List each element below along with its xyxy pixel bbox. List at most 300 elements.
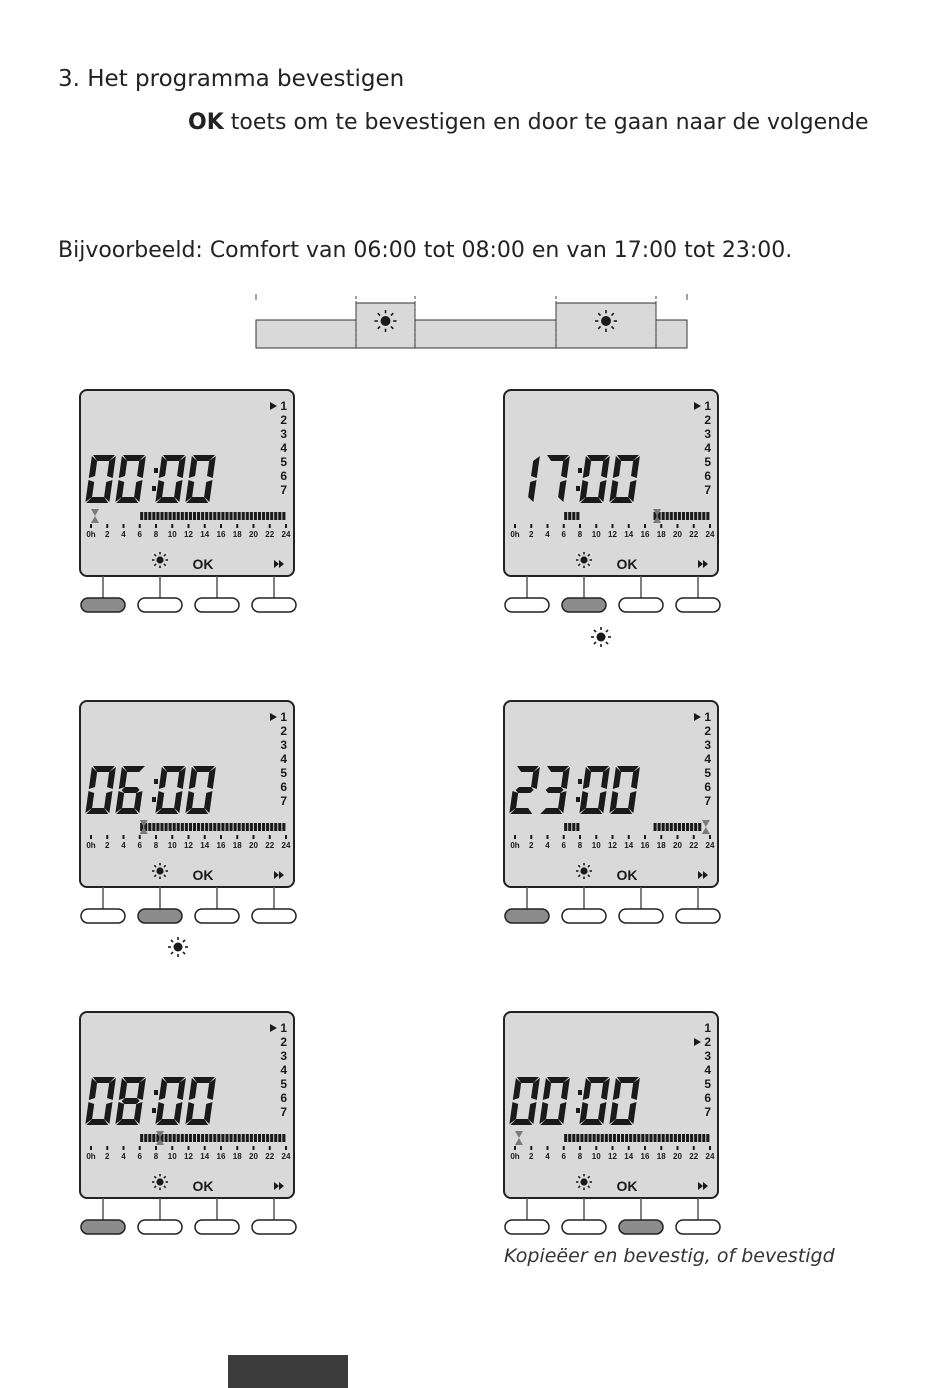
hour-tick [106, 835, 108, 839]
next-button[interactable] [676, 909, 720, 923]
hour-label: 24 [705, 1152, 715, 1161]
hour-label: 8 [153, 841, 159, 850]
comfort-block [589, 1134, 592, 1142]
lcd-frame [80, 390, 294, 576]
hour-tick [693, 524, 695, 528]
comfort-block [278, 512, 281, 520]
section-heading: 3. Het programma bevestigen [58, 66, 405, 92]
comfort-block [246, 1134, 249, 1142]
hour-label: 18 [656, 841, 666, 850]
comfort-block [238, 1134, 241, 1142]
hour-tick [171, 1146, 173, 1150]
comfort-block [613, 1134, 616, 1142]
hour-tick [644, 1146, 646, 1150]
comfort-block [221, 823, 224, 831]
thermostat-screen-1 [78, 388, 318, 638]
hour-tick [155, 1146, 157, 1150]
day-number: 5 [704, 766, 711, 780]
comfort-block [242, 823, 245, 831]
moon-button[interactable] [81, 1220, 125, 1234]
comfort-block [694, 512, 697, 520]
hour-tick [220, 1146, 222, 1150]
hour-label: 8 [577, 530, 583, 539]
hour-tick [285, 1146, 287, 1150]
day-number: 3 [704, 427, 711, 441]
thermostat-screen-3 [78, 699, 318, 949]
comfort-block [666, 823, 669, 831]
comfort-block [148, 823, 151, 831]
comfort-block [601, 1134, 604, 1142]
comfort-block [152, 512, 155, 520]
hour-tick [204, 835, 206, 839]
ok-button[interactable] [619, 909, 663, 923]
comfort-block [670, 823, 673, 831]
hour-tick [709, 524, 711, 528]
hour-label: 4 [121, 841, 126, 850]
day-number: 2 [280, 1035, 287, 1049]
lcd-frame [504, 390, 718, 576]
hour-tick [90, 835, 92, 839]
comfort-block [658, 823, 661, 831]
comfort-block [189, 512, 192, 520]
hour-label: 14 [200, 530, 210, 539]
comfort-block [250, 512, 253, 520]
day-number: 2 [280, 724, 287, 738]
comfort-block [173, 1134, 176, 1142]
step-sun-icon [166, 935, 190, 959]
hour-label: 22 [265, 1152, 275, 1161]
comfort-block [706, 512, 709, 520]
comfort-block [674, 512, 677, 520]
hour-label: 12 [608, 1152, 617, 1161]
comfort-block [682, 823, 685, 831]
lcd-frame [504, 1012, 718, 1198]
hour-label: 12 [608, 530, 617, 539]
comfort-block [156, 823, 159, 831]
comfort-block [572, 823, 575, 831]
next-button[interactable] [252, 598, 296, 612]
sun-icon [375, 310, 397, 332]
time-colon [152, 486, 156, 491]
comfort-block [217, 823, 220, 831]
hour-tick [595, 835, 597, 839]
ok-button[interactable] [619, 1220, 663, 1234]
comfort-block [576, 512, 579, 520]
hour-label: 12 [184, 1152, 193, 1161]
time-colon [152, 797, 156, 802]
hour-label: 10 [167, 841, 177, 850]
day-number: 3 [704, 1049, 711, 1063]
comfort-block [649, 1134, 652, 1142]
hour-tick [236, 835, 238, 839]
day-number: 6 [280, 469, 287, 483]
hour-label: 4 [545, 841, 550, 850]
hour-label: 20 [249, 841, 258, 850]
hour-tick [628, 524, 630, 528]
hour-tick [188, 1146, 190, 1150]
hour-label: 0h [510, 1152, 520, 1161]
hour-label: 2 [105, 841, 110, 850]
hour-label: 0h [86, 1152, 96, 1161]
day-number: 5 [280, 455, 287, 469]
hour-tick [595, 1146, 597, 1150]
hour-tick [579, 835, 581, 839]
hour-label: 10 [591, 530, 601, 539]
ok-button[interactable] [195, 1220, 239, 1234]
comfort-block [706, 1134, 709, 1142]
hour-label: 16 [216, 1152, 226, 1161]
comfort-block [189, 823, 192, 831]
comfort-block [148, 1134, 151, 1142]
comfort-block [262, 1134, 265, 1142]
day-number: 1 [280, 399, 287, 413]
comfort-block [144, 512, 147, 520]
hour-label: 0h [86, 530, 96, 539]
next-button[interactable] [676, 598, 720, 612]
hour-label: 12 [184, 841, 193, 850]
comfort-block [213, 823, 216, 831]
thermostat-screen-6 [502, 1010, 742, 1260]
hour-tick [139, 835, 141, 839]
hour-tick [188, 524, 190, 528]
hour-tick [579, 1146, 581, 1150]
hour-tick [514, 524, 516, 528]
comfort-block [682, 1134, 685, 1142]
hour-tick [155, 524, 157, 528]
hour-tick [612, 1146, 614, 1150]
hour-tick [660, 524, 662, 528]
comfort-block [278, 1134, 281, 1142]
comfort-block [690, 512, 693, 520]
hour-label: 4 [121, 530, 126, 539]
moon-icon [599, 939, 607, 955]
comfort-block [213, 512, 216, 520]
comfort-block [185, 1134, 188, 1142]
comfort-block [678, 512, 681, 520]
ok-button[interactable] [195, 909, 239, 923]
time-colon [154, 1090, 158, 1095]
time-colon [578, 468, 582, 473]
hour-label: 4 [545, 1152, 550, 1161]
comfort-block [250, 823, 253, 831]
ok-label: OK [192, 867, 214, 883]
comfort-block [246, 823, 249, 831]
hour-label: 18 [232, 841, 242, 850]
comfort-block [258, 512, 261, 520]
day-number: 1 [704, 710, 711, 724]
hour-label: 10 [167, 530, 177, 539]
comfort-block [682, 512, 685, 520]
hour-tick [677, 835, 679, 839]
comfort-block [165, 512, 168, 520]
comfort-block [152, 823, 155, 831]
comfort-block [254, 1134, 257, 1142]
hour-label: 16 [216, 530, 226, 539]
comfort-timeline [250, 290, 695, 357]
time-colon [154, 468, 158, 473]
comfort-block [690, 1134, 693, 1142]
comfort-block [193, 512, 196, 520]
hour-label: 16 [640, 841, 650, 850]
hour-label: 20 [249, 530, 258, 539]
hour-tick [90, 1146, 92, 1150]
hour-label: 14 [624, 1152, 634, 1161]
hour-label: 6 [561, 530, 566, 539]
comfort-block [225, 823, 228, 831]
hour-tick [644, 524, 646, 528]
hour-label: 10 [167, 1152, 177, 1161]
comfort-block [209, 512, 212, 520]
comfort-block [270, 1134, 273, 1142]
comfort-block [621, 1134, 624, 1142]
comfort-block [201, 1134, 204, 1142]
hour-tick [547, 524, 549, 528]
comfort-block [580, 1134, 583, 1142]
hour-tick [253, 524, 255, 528]
comfort-block [698, 512, 701, 520]
comfort-block [152, 1134, 155, 1142]
hour-tick [547, 835, 549, 839]
day-number: 2 [704, 724, 711, 738]
next-button[interactable] [676, 1220, 720, 1234]
day-number: 3 [280, 427, 287, 441]
comfort-block [576, 1134, 579, 1142]
day-number: 7 [704, 483, 711, 497]
comfort-block [568, 512, 571, 520]
comfort-block [230, 1134, 233, 1142]
hour-label: 14 [200, 841, 210, 850]
next-button[interactable] [252, 909, 296, 923]
comfort-block [266, 512, 269, 520]
hour-label: 10 [591, 841, 601, 850]
example-text: Bijvoorbeeld: Comfort van 06:00 tot 08:00 en van 17:00 tot 23:00. [58, 238, 793, 263]
hour-tick [236, 524, 238, 528]
comfort-block [266, 823, 269, 831]
comfort-block [209, 1134, 212, 1142]
hour-label: 18 [232, 1152, 242, 1161]
hour-label: 8 [577, 1152, 583, 1161]
comfort-block [177, 512, 180, 520]
hour-tick [530, 1146, 532, 1150]
sun-button[interactable] [562, 1220, 606, 1234]
hour-tick [709, 1146, 711, 1150]
moon-button[interactable] [505, 1220, 549, 1234]
comfort-block [572, 1134, 575, 1142]
moon-icon [176, 629, 184, 645]
comfort-block [238, 823, 241, 831]
hour-label: 6 [137, 530, 142, 539]
hour-tick [123, 1146, 125, 1150]
hour-label: 22 [689, 530, 699, 539]
hour-tick [693, 1146, 695, 1150]
comfort-block [250, 1134, 253, 1142]
comfort-block [148, 512, 151, 520]
time-colon [576, 486, 580, 491]
ok-label: OK [616, 556, 638, 572]
comfort-block [185, 823, 188, 831]
comfort-block [274, 512, 277, 520]
hour-tick [563, 835, 565, 839]
comfort-block [678, 1134, 681, 1142]
hour-label: 12 [184, 530, 193, 539]
ok-label: OK [192, 556, 214, 572]
hour-tick [139, 1146, 141, 1150]
hour-tick [693, 835, 695, 839]
hour-label: 6 [561, 1152, 566, 1161]
day-number: 3 [280, 1049, 287, 1063]
comfort-block [221, 512, 224, 520]
comfort-block [584, 1134, 587, 1142]
hour-tick [269, 835, 271, 839]
hour-tick [628, 835, 630, 839]
sun-button[interactable] [138, 598, 182, 612]
comfort-block [282, 823, 285, 831]
comfort-block [625, 1134, 628, 1142]
thermostat-screen-5 [78, 1010, 318, 1260]
hour-label: 24 [705, 841, 715, 850]
comfort-block [674, 823, 677, 831]
comfort-block [234, 1134, 237, 1142]
hour-tick [269, 1146, 271, 1150]
day-number: 4 [280, 752, 287, 766]
comfort-block [205, 512, 208, 520]
lcd-frame [80, 1012, 294, 1198]
comfort-block [690, 823, 693, 831]
comfort-block [165, 823, 168, 831]
hour-label: 2 [529, 530, 534, 539]
comfort-block [230, 823, 233, 831]
comfort-block [160, 823, 163, 831]
comfort-block [698, 823, 701, 831]
comfort-block [246, 512, 249, 520]
ok-button[interactable] [195, 598, 239, 612]
comfort-block [686, 1134, 689, 1142]
comfort-block [156, 512, 159, 520]
comfort-block [658, 1134, 661, 1142]
hour-tick [660, 835, 662, 839]
day-number: 5 [280, 1077, 287, 1091]
day-number: 7 [280, 1105, 287, 1119]
comfort-block [173, 512, 176, 520]
comfort-block [564, 512, 567, 520]
day-number: 7 [704, 794, 711, 808]
hour-tick [155, 835, 157, 839]
timeline-segment [656, 320, 687, 348]
sun-button[interactable] [138, 909, 182, 923]
thermostat-screen-2 [502, 388, 742, 638]
hour-label: 16 [640, 530, 650, 539]
day-number: 5 [704, 455, 711, 469]
comfort-block [242, 512, 245, 520]
comfort-block [645, 1134, 648, 1142]
hour-label: 16 [216, 841, 226, 850]
day-number: 6 [280, 780, 287, 794]
time-colon [154, 779, 158, 784]
comfort-block [238, 512, 241, 520]
hour-tick [530, 835, 532, 839]
comfort-block [702, 1134, 705, 1142]
hour-tick [285, 524, 287, 528]
ok-instruction-text: toets om te bevestigen en door te gaan naar de volgende [223, 110, 869, 135]
hour-tick [612, 524, 614, 528]
sun-icon [168, 937, 188, 957]
step-moon-icon [166, 1246, 190, 1270]
hour-label: 14 [200, 1152, 210, 1161]
step-moon-icon [166, 625, 190, 649]
sun-button[interactable] [562, 909, 606, 923]
hour-label: 0h [510, 841, 520, 850]
comfort-block [258, 1134, 261, 1142]
hour-tick [236, 1146, 238, 1150]
hour-tick [530, 524, 532, 528]
comfort-block [274, 1134, 277, 1142]
hour-label: 6 [137, 1152, 142, 1161]
sun-button[interactable] [138, 1220, 182, 1234]
ok-button[interactable] [619, 598, 663, 612]
comfort-block [568, 823, 571, 831]
hour-label: 14 [624, 530, 634, 539]
day-number: 6 [280, 1091, 287, 1105]
next-button[interactable] [252, 1220, 296, 1234]
step-sun-icon [589, 625, 613, 649]
comfort-block [205, 1134, 208, 1142]
hour-tick [660, 1146, 662, 1150]
comfort-block [641, 1134, 644, 1142]
comfort-block [662, 823, 665, 831]
hour-label: 18 [656, 530, 666, 539]
hour-label: 24 [281, 1152, 291, 1161]
moon-button[interactable] [505, 598, 549, 612]
copy-confirm-caption: Kopieëer en bevestig, of bevestigd [504, 1245, 835, 1267]
moon-button[interactable] [81, 909, 125, 923]
time-colon [576, 1108, 580, 1113]
day-number: 4 [704, 752, 711, 766]
moon-icon [176, 1250, 184, 1266]
comfort-block [177, 1134, 180, 1142]
comfort-block [205, 823, 208, 831]
comfort-block [262, 823, 265, 831]
hour-label: 6 [137, 841, 142, 850]
hour-label: 8 [577, 841, 583, 850]
moon-button[interactable] [505, 909, 549, 923]
comfort-block [270, 512, 273, 520]
comfort-block [564, 823, 567, 831]
hour-label: 4 [545, 530, 550, 539]
hour-tick [595, 524, 597, 528]
hour-label: 20 [673, 530, 682, 539]
comfort-block [213, 1134, 216, 1142]
hour-label: 12 [608, 841, 617, 850]
comfort-block [209, 823, 212, 831]
hour-label: 0h [510, 530, 520, 539]
hour-tick [139, 524, 141, 528]
sun-button[interactable] [562, 598, 606, 612]
hour-tick [563, 524, 565, 528]
day-number: 5 [704, 1077, 711, 1091]
comfort-block [670, 512, 673, 520]
hour-tick [220, 524, 222, 528]
comfort-block [169, 512, 172, 520]
hour-label: 18 [656, 1152, 666, 1161]
hour-label: 20 [673, 1152, 682, 1161]
moon-button[interactable] [81, 598, 125, 612]
hour-tick [269, 524, 271, 528]
comfort-block [662, 512, 665, 520]
hour-label: 16 [640, 1152, 650, 1161]
hour-label: 20 [673, 841, 682, 850]
hour-tick [123, 524, 125, 528]
comfort-block [234, 823, 237, 831]
